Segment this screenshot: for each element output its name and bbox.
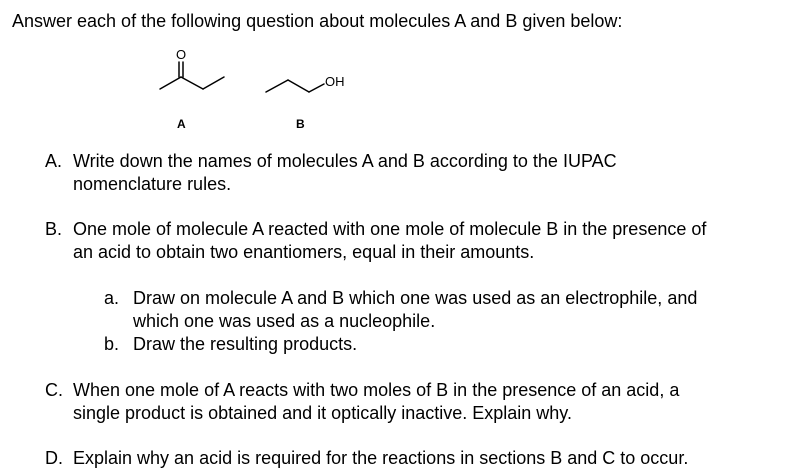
question-a-line-1: Write down the names of molecules A and B according to the IUPAC bbox=[73, 151, 617, 171]
molecule-b-bond bbox=[288, 80, 309, 92]
question-c-line-1: When one mole of A reacts with two moles of B in the presence of an acid, a bbox=[73, 380, 680, 400]
question-b-sub-b-marker: b. bbox=[104, 334, 120, 354]
molecule-b-bond bbox=[266, 80, 288, 92]
question-b-sub-a-marker: a. bbox=[104, 288, 120, 308]
prompt-text: Answer each of the following question about molecules A and B given below: bbox=[12, 11, 623, 31]
molecule-a-bond bbox=[203, 77, 224, 89]
question-d-marker: D. bbox=[45, 448, 63, 468]
molecule-a-structure bbox=[160, 62, 224, 89]
molecule-b-bond bbox=[309, 84, 324, 92]
question-b-sub-a-line-1: Draw on molecule A and B which one was used as an electrophile, and bbox=[133, 288, 698, 308]
question-a-line-2: nomenclature rules. bbox=[73, 174, 232, 194]
question-c-line-2: single product is obtained and it optically inactive. Explain why. bbox=[73, 403, 572, 423]
molecule-a-bond bbox=[181, 77, 203, 89]
molecule-b-structure bbox=[266, 80, 324, 92]
molecule-a-oxygen-label: O bbox=[176, 47, 187, 62]
question-b-sub-a-line-2: which one was used as a nucleophile. bbox=[133, 311, 436, 331]
question-a-marker: A. bbox=[45, 151, 63, 171]
question-b-line-2: an acid to obtain two enantiomers, equal in their amounts. bbox=[73, 242, 535, 262]
molecule-a-bond bbox=[160, 77, 181, 89]
question-c-marker: C. bbox=[45, 380, 63, 400]
question-b-line-1: One mole of molecule A reacted with one mole of molecule B in the presence of bbox=[73, 219, 707, 239]
molecule-b-hydroxyl-label: OH bbox=[325, 74, 345, 89]
question-b-marker: B. bbox=[45, 219, 63, 239]
question-d-line-1: Explain why an acid is required for the reactions in sections B and C to occur. bbox=[73, 448, 689, 468]
molecule-b-label: B bbox=[296, 117, 305, 131]
question-b-sub-b-line-1: Draw the resulting products. bbox=[133, 334, 358, 354]
molecule-a-label: A bbox=[177, 117, 186, 131]
